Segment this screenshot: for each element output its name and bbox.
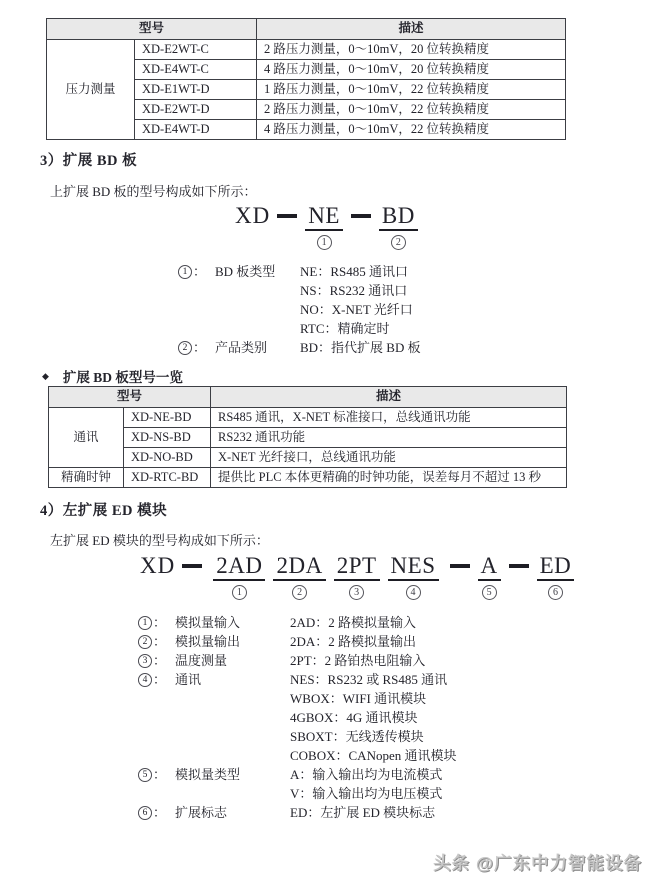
circled-number-icon: 4 xyxy=(406,585,421,600)
column-header-model: 型号 xyxy=(47,19,257,40)
table-row xyxy=(49,448,567,468)
definition-number xyxy=(138,803,175,822)
circled-number-icon: 5 xyxy=(482,585,497,600)
colon: ： xyxy=(193,264,207,279)
model-cell: XD-E2WT-C xyxy=(135,40,257,60)
model-cell: XD-E4WT-D xyxy=(135,120,257,140)
definition-term: 产品类别 xyxy=(215,340,268,355)
definition-values xyxy=(290,613,416,632)
circled-number-icon: 3 xyxy=(349,585,364,600)
definition-value: COBOX：CANopen 通讯模块 xyxy=(290,748,457,763)
section-heading-bd-board: 3）扩展 BD 板 xyxy=(40,153,138,169)
definition-values xyxy=(300,262,413,338)
diagram-segment xyxy=(537,553,575,600)
definition-values xyxy=(290,651,425,670)
diamond-bullet-icon: ◆ xyxy=(42,370,49,381)
definition-value: NO：X-NET 光纤口 xyxy=(300,302,413,317)
intro-text-ed: 左扩展 ED 模块的型号构成如下所示： xyxy=(50,533,269,548)
diagram-prefix: XD xyxy=(235,203,271,228)
category-cell: 压力测量 xyxy=(47,40,135,140)
table-row xyxy=(47,40,566,60)
definition-row xyxy=(138,651,456,670)
circled-number-icon: 1 xyxy=(138,616,152,630)
definition-values xyxy=(290,670,456,765)
definition-value: ED：左扩展 ED 模块标志 xyxy=(290,805,436,820)
definition-term: 通讯 xyxy=(175,672,202,687)
definition-value: 2PT：2 路铂热电阻输入 xyxy=(290,653,426,668)
definition-term: 温度测量 xyxy=(175,653,228,668)
circled-number-icon: 5 xyxy=(138,768,152,782)
definition-value: WBOX：WIFI 通讯模块 xyxy=(290,691,427,706)
definition-value: A：输入输出均为电流模式 xyxy=(290,767,443,782)
desc-cell: 1 路压力测量，0～10mV，22 位转换精度 xyxy=(257,80,566,100)
circled-number-icon: 6 xyxy=(138,806,152,820)
definition-value: NS：RS232 通讯口 xyxy=(300,283,408,298)
circled-number-icon: 3 xyxy=(138,654,152,668)
circled-number-icon: 1 xyxy=(317,235,332,250)
definition-value: 4GBOX：4G 通讯模块 xyxy=(290,710,418,725)
definition-row xyxy=(138,632,456,651)
definition-term: 模拟量输入 xyxy=(175,615,241,630)
circled-number-icon: 4 xyxy=(138,673,152,687)
pressure-module-table xyxy=(46,18,566,140)
intro-text-bd: 上扩展 BD 板的型号构成如下所示： xyxy=(50,184,257,199)
colon: ： xyxy=(193,340,207,355)
table-header-row xyxy=(47,19,566,40)
table-row xyxy=(49,428,567,448)
circled-number-icon: 1 xyxy=(178,265,192,279)
bd-list-heading xyxy=(42,366,183,386)
segment-text: NE xyxy=(305,203,343,231)
diagram-prefix: XD xyxy=(140,553,176,578)
definition-number xyxy=(138,651,175,670)
bd-definition-list xyxy=(178,262,421,357)
model-cell: XD-NS-BD xyxy=(124,428,211,448)
definition-values xyxy=(290,632,416,651)
bullet-heading-label: 扩展 BD 板型号一览 xyxy=(62,370,183,385)
column-header-desc: 描述 xyxy=(257,19,566,40)
model-cell: XD-E4WT-C xyxy=(135,60,257,80)
desc-cell: 2 路压力测量，0～10mV，22 位转换精度 xyxy=(257,100,566,120)
diagram-segment xyxy=(213,553,265,600)
definition-value: NE：RS485 通讯口 xyxy=(300,264,408,279)
desc-cell: X-NET 光纤接口，总线通讯功能 xyxy=(211,448,567,468)
bd-board-table xyxy=(48,386,567,488)
colon: ： xyxy=(153,805,167,820)
segment-text: BD xyxy=(379,203,418,231)
circled-number-icon: 1 xyxy=(232,585,247,600)
section-heading-ed-module: 4）左扩展 ED 模块 xyxy=(40,503,168,519)
table-row xyxy=(49,468,567,488)
category-cell: 精确时钟 xyxy=(49,468,124,488)
circled-number-icon: 2 xyxy=(138,635,152,649)
colon: ： xyxy=(153,767,167,782)
column-header-model: 型号 xyxy=(49,387,211,408)
table-row xyxy=(49,408,567,428)
ed-model-diagram xyxy=(140,553,575,600)
table-header-row xyxy=(49,387,567,408)
colon: ： xyxy=(153,672,167,687)
dash-icon xyxy=(277,214,297,218)
definition-number xyxy=(138,632,175,651)
definition-term: 模拟量输出 xyxy=(175,634,241,649)
diagram-segment xyxy=(388,553,439,600)
column-header-desc: 描述 xyxy=(211,387,567,408)
definition-row xyxy=(138,613,456,632)
definition-number xyxy=(138,670,175,689)
segment-text: NES xyxy=(388,553,439,581)
definition-value: BD：指代扩展 BD 板 xyxy=(300,340,421,355)
model-cell: XD-E1WT-D xyxy=(135,80,257,100)
desc-cell: 4 路压力测量，0～10mV，20 位转换精度 xyxy=(257,60,566,80)
diagram-segment xyxy=(273,553,325,600)
model-cell: XD-RTC-BD xyxy=(124,468,211,488)
circled-number-icon: 2 xyxy=(178,341,192,355)
definition-row xyxy=(138,803,456,822)
circled-number-icon: 2 xyxy=(391,235,406,250)
definition-value: V：输入输出均为电压模式 xyxy=(290,786,443,801)
definition-value: NES：RS232 或 RS485 通讯 xyxy=(290,672,448,687)
colon: ： xyxy=(153,634,167,649)
ed-definition-list xyxy=(138,613,456,822)
desc-cell: 提供比 PLC 本体更精确的时钟功能，误差每月不超过 13 秒 xyxy=(211,468,567,488)
diagram-segment xyxy=(334,553,380,600)
category-cell: 通讯 xyxy=(49,408,124,468)
dash-icon xyxy=(450,564,470,568)
colon: ： xyxy=(153,653,167,668)
model-cell: XD-NE-BD xyxy=(124,408,211,428)
definition-row xyxy=(178,338,421,357)
definition-values xyxy=(290,765,442,803)
model-cell: XD-E2WT-D xyxy=(135,100,257,120)
circled-number-icon: 2 xyxy=(292,585,307,600)
definition-value: 2DA：2 路模拟量输出 xyxy=(290,634,417,649)
definition-number xyxy=(178,338,215,357)
diagram-segment-group xyxy=(209,553,442,600)
definition-row xyxy=(138,670,456,765)
circled-number-icon: 6 xyxy=(548,585,563,600)
segment-text: 2DA xyxy=(273,553,325,581)
bd-model-diagram xyxy=(235,203,419,250)
definition-value: SBOXT：无线透传模块 xyxy=(290,729,424,744)
definition-value: 2AD：2 路模拟量输入 xyxy=(290,615,417,630)
definition-value: RTC：精确定时 xyxy=(300,321,390,336)
diagram-segment xyxy=(305,203,343,250)
segment-text: ED xyxy=(537,553,575,581)
dash-icon xyxy=(509,564,529,568)
definition-number xyxy=(138,613,175,632)
definition-values xyxy=(290,803,435,822)
toutiao-watermark: 头条 @广东中力智能设备 xyxy=(433,853,642,873)
desc-cell: RS232 通讯功能 xyxy=(211,428,567,448)
definition-number xyxy=(138,765,175,784)
segment-text: A xyxy=(478,553,501,581)
definition-row xyxy=(138,765,456,803)
definition-term: 扩展标志 xyxy=(175,805,228,820)
definition-term: 模拟量类型 xyxy=(175,767,241,782)
colon: ： xyxy=(153,615,167,630)
desc-cell: RS485 通讯，X-NET 标准接口，总线通讯功能 xyxy=(211,408,567,428)
desc-cell: 4 路压力测量，0～10mV，22 位转换精度 xyxy=(257,120,566,140)
dash-icon xyxy=(182,564,202,568)
diagram-segment xyxy=(379,203,418,250)
model-cell: XD-NO-BD xyxy=(124,448,211,468)
diagram-segment xyxy=(478,553,501,600)
desc-cell: 2 路压力测量，0～10mV，20 位转换精度 xyxy=(257,40,566,60)
definition-row xyxy=(178,262,421,338)
segment-text: 2AD xyxy=(213,553,265,581)
segment-text: 2PT xyxy=(334,553,380,581)
definition-number xyxy=(178,262,215,281)
definition-term: BD 板类型 xyxy=(215,264,276,279)
dash-icon xyxy=(351,214,371,218)
definition-values xyxy=(300,338,421,357)
